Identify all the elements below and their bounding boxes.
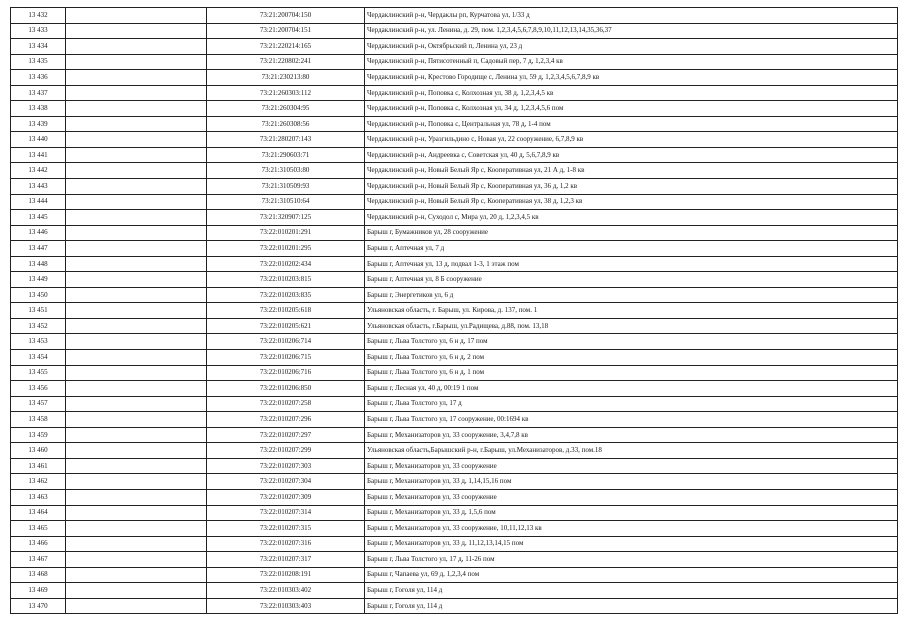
table-row	[11, 427, 898, 443]
cadastral-number-cell: 73:22:010207:315	[207, 521, 365, 537]
cadastral-number-cell: 73:22:010207:309	[207, 489, 365, 505]
table-row	[11, 458, 898, 474]
empty-cell	[66, 225, 207, 241]
table-row	[11, 225, 898, 241]
address-cell: Чердаклинский р-н, Крестово Городище с, Ленина ул, 59 д, 1,2,3,4,5,6,7,8,9 кв	[365, 70, 898, 86]
row-number-cell: 13 444	[11, 194, 66, 210]
cadastral-number-cell: 73:22:010206:715	[207, 350, 365, 366]
row-number-cell: 13 436	[11, 70, 66, 86]
address-cell: Барыш г, Механизаторов ул, 33 сооружение	[365, 489, 898, 505]
empty-cell	[66, 272, 207, 288]
address-cell: Чердаклинский р-н, Октябрьский п, Ленина ул, 23 д	[365, 39, 898, 55]
table-row	[11, 241, 898, 257]
empty-cell	[66, 194, 207, 210]
row-number-cell: 13 435	[11, 54, 66, 70]
cadastral-number-cell: 73:22:010202:434	[207, 256, 365, 272]
empty-cell	[66, 132, 207, 148]
row-number-cell: 13 433	[11, 23, 66, 39]
table-row	[11, 474, 898, 490]
table-row	[11, 412, 898, 428]
empty-cell	[66, 210, 207, 226]
table-row	[11, 334, 898, 350]
row-number-cell: 13 440	[11, 132, 66, 148]
empty-cell	[66, 163, 207, 179]
row-number-cell: 13 467	[11, 552, 66, 568]
empty-cell	[66, 427, 207, 443]
empty-cell	[66, 256, 207, 272]
table-row	[11, 210, 898, 226]
row-number-cell: 13 455	[11, 365, 66, 381]
cadastral-number-cell: 73:21:230213:80	[207, 70, 365, 86]
cadastral-number-cell: 73:21:260304:95	[207, 101, 365, 117]
empty-cell	[66, 521, 207, 537]
row-number-cell: 13 441	[11, 147, 66, 163]
row-number-cell: 13 456	[11, 381, 66, 397]
table-row	[11, 396, 898, 412]
cadastral-number-cell: 73:22:010203:815	[207, 272, 365, 288]
empty-cell	[66, 70, 207, 86]
cadastral-number-cell: 73:22:010303:403	[207, 598, 365, 614]
address-cell: Чердаклинский р-н, Поповка с, Центральная ул, 78 д, 1-4 пом	[365, 116, 898, 132]
address-cell: Барыш г, Механизаторов ул, 33 сооружение	[365, 458, 898, 474]
table-row	[11, 163, 898, 179]
row-number-cell: 13 447	[11, 241, 66, 257]
cadastral-number-cell: 73:22:010207:316	[207, 536, 365, 552]
empty-cell	[66, 474, 207, 490]
address-cell: Барыш г, Механизаторов ул, 33 сооружение, 3,4,7,8 кв	[365, 427, 898, 443]
empty-cell	[66, 303, 207, 319]
address-cell: Ульяновская область, г.Барыш, ул.Радищева, д.88, пом. 13,18	[365, 318, 898, 334]
table-row	[11, 350, 898, 366]
empty-cell	[66, 179, 207, 195]
table-row	[11, 505, 898, 521]
table-row	[11, 567, 898, 583]
address-cell: Барыш г, Энергетиков ул, 6 д	[365, 287, 898, 303]
address-cell: Барыш г, Механизаторов ул, 33 д, 11,12,13,14,15 пом	[365, 536, 898, 552]
row-number-cell: 13 450	[11, 287, 66, 303]
row-number-cell: 13 460	[11, 443, 66, 459]
cadastral-number-cell: 73:21:260308:56	[207, 116, 365, 132]
table-row	[11, 179, 898, 195]
address-cell: Барыш г, Аптечная ул, 13 д, подвал 1-3, 1 этаж пом	[365, 256, 898, 272]
empty-cell	[66, 147, 207, 163]
address-cell: Чердаклинский р-н, ул. Ленина, д. 29, пом. 1,2,3,4,5,6,7,8,9,10,11,12,13,14,35,36,37	[365, 23, 898, 39]
row-number-cell: 13 469	[11, 583, 66, 599]
cadastral-number-cell: 73:22:010208:191	[207, 567, 365, 583]
cadastral-number-cell: 73:21:310503:80	[207, 163, 365, 179]
address-cell: Чердаклинский р-н, Новый Белый Яр с, Кооперативная ул, 21 А д, 1-8 кв	[365, 163, 898, 179]
address-cell: Ульяновская область, г. Барыш, ул. Кирова, д. 137, пом. 1	[365, 303, 898, 319]
empty-cell	[66, 505, 207, 521]
table-row	[11, 39, 898, 55]
address-cell: Барыш г, Механизаторов ул, 33 д, 1,5,6 пом	[365, 505, 898, 521]
row-number-cell: 13 461	[11, 458, 66, 474]
cadastral-number-cell: 73:22:010205:618	[207, 303, 365, 319]
empty-cell	[66, 241, 207, 257]
row-number-cell: 13 446	[11, 225, 66, 241]
table-row	[11, 381, 898, 397]
table-row	[11, 70, 898, 86]
address-cell: Чердаклинский р-н, Поповка с, Колхозная ул, 34 д, 1,2,3,4,5,6 пом	[365, 101, 898, 117]
row-number-cell: 13 463	[11, 489, 66, 505]
row-number-cell: 13 445	[11, 210, 66, 226]
empty-cell	[66, 101, 207, 117]
cadastral-number-cell: 73:22:010303:402	[207, 583, 365, 599]
row-number-cell: 13 458	[11, 412, 66, 428]
cadastral-number-cell: 73:22:010203:835	[207, 287, 365, 303]
empty-cell	[66, 567, 207, 583]
cadastral-number-cell: 73:22:010205:621	[207, 318, 365, 334]
empty-cell	[66, 54, 207, 70]
address-cell: Барыш г, Гоголя ул, 114 д	[365, 583, 898, 599]
cadastral-number-cell: 73:22:010207:299	[207, 443, 365, 459]
table-row	[11, 598, 898, 614]
cadastral-number-cell: 73:22:010201:291	[207, 225, 365, 241]
cadastral-number-cell: 73:22:010207:297	[207, 427, 365, 443]
address-cell: Чердаклинский р-н, Суходол с, Мира ул, 20 д, 1,2,3,4,5 кв	[365, 210, 898, 226]
cadastral-number-cell: 73:22:010207:304	[207, 474, 365, 490]
empty-cell	[66, 443, 207, 459]
empty-cell	[66, 116, 207, 132]
table-row	[11, 318, 898, 334]
row-number-cell: 13 457	[11, 396, 66, 412]
cadastral-number-cell: 73:21:310509:93	[207, 179, 365, 195]
cadastral-number-cell: 73:21:280207:143	[207, 132, 365, 148]
row-number-cell: 13 453	[11, 334, 66, 350]
row-number-cell: 13 439	[11, 116, 66, 132]
address-cell: Чердаклинский р-н, Новый Белый Яр с, Кооперативная ул, 38 д, 1,2,3 кв	[365, 194, 898, 210]
row-number-cell: 13 464	[11, 505, 66, 521]
empty-cell	[66, 85, 207, 101]
row-number-cell: 13 468	[11, 567, 66, 583]
table-row	[11, 521, 898, 537]
address-cell: Барыш г, Аптечная ул, 7 д	[365, 241, 898, 257]
address-cell: Чердаклинский р-н, Поповка с, Колхозная ул, 38 д, 1,2,3,4,5 кв	[365, 85, 898, 101]
empty-cell	[66, 489, 207, 505]
address-cell: Барыш г, Льва Толстого ул, 6 н д, 2 пом	[365, 350, 898, 366]
table-row	[11, 583, 898, 599]
table-row	[11, 489, 898, 505]
table-row	[11, 85, 898, 101]
empty-cell	[66, 318, 207, 334]
row-number-cell: 13 448	[11, 256, 66, 272]
cadastral-number-cell: 73:21:290603:71	[207, 147, 365, 163]
address-cell: Чердаклинский р-н, Андреевка с, Советская ул, 40 д, 5,6,7,8,9 кв	[365, 147, 898, 163]
empty-cell	[66, 8, 207, 24]
address-cell: Барыш г, Механизаторов ул, 33 сооружение, 10,11,12,13 кв	[365, 521, 898, 537]
table-row	[11, 23, 898, 39]
address-cell: Барыш г, Механизаторов ул, 33 д, 1,14,15,16 пом	[365, 474, 898, 490]
table-row	[11, 8, 898, 24]
empty-cell	[66, 598, 207, 614]
cadastral-number-cell: 73:21:260303:112	[207, 85, 365, 101]
cadastral-number-cell: 73:21:200704:151	[207, 23, 365, 39]
address-cell: Барыш г, Чапаева ул, 69 д, 1,2,3,4 пом	[365, 567, 898, 583]
address-cell: Барыш г, Льва Толстого ул, 17 д	[365, 396, 898, 412]
table-row	[11, 256, 898, 272]
row-number-cell: 13 470	[11, 598, 66, 614]
row-number-cell: 13 442	[11, 163, 66, 179]
empty-cell	[66, 381, 207, 397]
row-number-cell: 13 452	[11, 318, 66, 334]
empty-cell	[66, 23, 207, 39]
cadastral-number-cell: 73:21:220214:165	[207, 39, 365, 55]
table-row	[11, 101, 898, 117]
empty-cell	[66, 412, 207, 428]
cadastral-number-cell: 73:22:010207:314	[207, 505, 365, 521]
table-row	[11, 147, 898, 163]
cadastral-number-cell: 73:21:320907:125	[207, 210, 365, 226]
cadastral-number-cell: 73:22:010207:296	[207, 412, 365, 428]
table-row	[11, 303, 898, 319]
row-number-cell: 13 454	[11, 350, 66, 366]
cadastral-number-cell: 73:22:010207:317	[207, 552, 365, 568]
table-row	[11, 287, 898, 303]
row-number-cell: 13 466	[11, 536, 66, 552]
table-row	[11, 194, 898, 210]
row-number-cell: 13 462	[11, 474, 66, 490]
row-number-cell: 13 449	[11, 272, 66, 288]
table-row	[11, 272, 898, 288]
address-cell: Барыш г, Льва Толстого ул, 6 н д, 1 пом	[365, 365, 898, 381]
table-row	[11, 116, 898, 132]
table-row	[11, 132, 898, 148]
table-row	[11, 443, 898, 459]
cadastral-number-cell: 73:21:220802:241	[207, 54, 365, 70]
address-cell: Барыш г, Льва Толстого ул, 17 сооружение, 00:1694 кв	[365, 412, 898, 428]
row-number-cell: 13 459	[11, 427, 66, 443]
table-row	[11, 536, 898, 552]
cadastral-number-cell: 73:22:010206:714	[207, 334, 365, 350]
address-cell: Ульяновская область,Барышский р-н, г.Барыш, ул.Механизаторов, д.33, пом.18	[365, 443, 898, 459]
row-number-cell: 13 434	[11, 39, 66, 55]
address-cell: Барыш г, Гоголя ул, 114 д	[365, 598, 898, 614]
table-row	[11, 54, 898, 70]
row-number-cell: 13 443	[11, 179, 66, 195]
empty-cell	[66, 39, 207, 55]
empty-cell	[66, 365, 207, 381]
row-number-cell: 13 451	[11, 303, 66, 319]
address-cell: Чердаклинский р-н, Пятисотенный п, Садовый пер, 7 д, 1,2,3,4 кв	[365, 54, 898, 70]
cadastral-number-cell: 73:21:310510:64	[207, 194, 365, 210]
table-row	[11, 552, 898, 568]
empty-cell	[66, 287, 207, 303]
row-number-cell: 13 438	[11, 101, 66, 117]
cadastral-number-cell: 73:22:010206:850	[207, 381, 365, 397]
cadastral-number-cell: 73:22:010201:295	[207, 241, 365, 257]
cadastral-number-cell: 73:21:200704:150	[207, 8, 365, 24]
address-cell: Чердаклинский р-н, Уразгильдино с, Новая ул, 22 сооружение, 6,7,8,9 кв	[365, 132, 898, 148]
empty-cell	[66, 350, 207, 366]
empty-cell	[66, 552, 207, 568]
address-cell: Чердаклинский р-н, Чердаклы рп, Курчатова ул, 1/33 д	[365, 8, 898, 24]
empty-cell	[66, 396, 207, 412]
address-cell: Барыш г, Лесная ул, 40 д, 00:19 1 пом	[365, 381, 898, 397]
row-number-cell: 13 465	[11, 521, 66, 537]
cadastral-number-cell: 73:22:010207:303	[207, 458, 365, 474]
address-cell: Чердаклинский р-н, Новый Белый Яр с, Кооперативная ул, 36 д, 1,2 кв	[365, 179, 898, 195]
registry-rows	[11, 8, 898, 614]
empty-cell	[66, 536, 207, 552]
empty-cell	[66, 583, 207, 599]
row-number-cell: 13 432	[11, 8, 66, 24]
empty-cell	[66, 334, 207, 350]
empty-cell	[66, 458, 207, 474]
address-cell: Барыш г, Льва Толстого ул, 6 н д, 17 пом	[365, 334, 898, 350]
address-cell: Барыш г, Льва Толстого ул, 17 д, 11-26 пом	[365, 552, 898, 568]
address-cell: Барыш г, Аптечная ул, 8 Б сооружение	[365, 272, 898, 288]
row-number-cell: 13 437	[11, 85, 66, 101]
address-cell: Барыш г, Бумажников ул, 28 сооружение	[365, 225, 898, 241]
table-row	[11, 365, 898, 381]
cadastral-number-cell: 73:22:010207:258	[207, 396, 365, 412]
cadastral-number-cell: 73:22:010206:716	[207, 365, 365, 381]
registry-table	[10, 7, 898, 614]
